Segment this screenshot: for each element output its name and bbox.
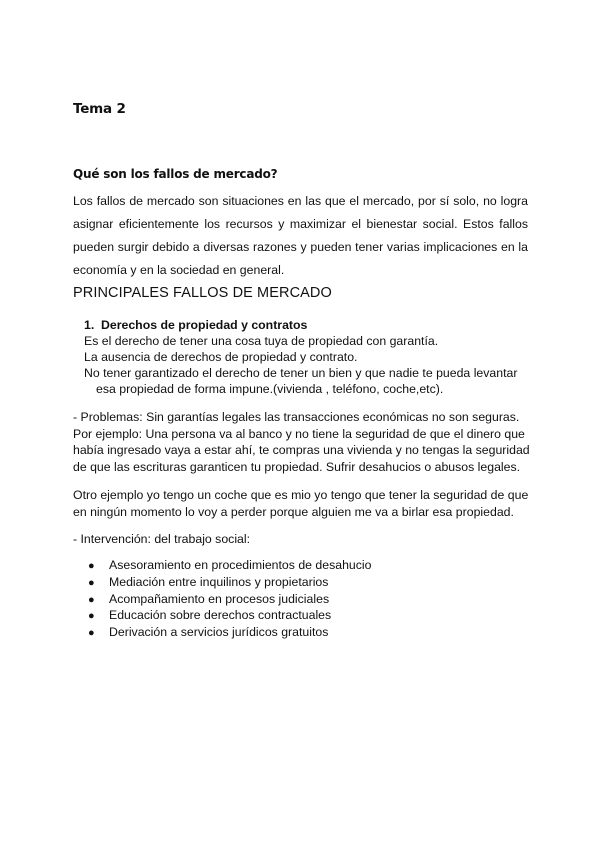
list-item: ● Derivación a servicios jurídicos gratuitos: [88, 625, 372, 642]
item-line: esa propiedad de forma impune.(vivienda , teléfono, coche,etc).: [96, 382, 444, 396]
list-item: ● Acompañamiento en procesos judiciales: [88, 592, 372, 609]
example-paragraph: Otro ejemplo yo tengo un coche que es mio yo tengo que tener la seguridad de que en ningún momento lo voy a perder porque alguien me va a birlar esa propiedad.: [73, 488, 529, 519]
list-item-number: 1.: [84, 318, 95, 332]
list-item: ● Educación sobre derechos contractuales: [88, 608, 372, 625]
intro-paragraph: Los fallos de mercado son situaciones en las que el mercado, por sí solo, no logra asignar eficientemente los recursos y maximizar el bienestar social. Estos fallos pueden surgir debido a diversas razones y pueden tener varias implicaciones en la economía y en la sociedad en general.: [73, 194, 528, 277]
item-line: La ausencia de derechos de propiedad y contrato.: [84, 350, 358, 364]
bullet-icon: ●: [88, 627, 95, 640]
item-line: No tener garantizado el derecho de tener un bien y que nadie te pueda levantar: [84, 366, 518, 380]
list-item-heading: [84, 318, 307, 332]
list-item: ● Asesoramiento en procedimientos de desahucio: [88, 558, 372, 575]
bullet-icon: ●: [88, 576, 95, 589]
intervention-list: [88, 558, 372, 642]
bullet-icon: ●: [88, 593, 95, 606]
problems-paragraph: - Problemas: Sin garantías legales las transacciones económicas no son seguras. Por ejemplo: Una persona va al banco y no tiene la seguridad de que el dinero que había ingresado vaya a estar ahí, te compras una vivienda y no tengas la seguridad de que las escrituras garanticen tu propiedad. Sufrir desahucios o abusos legales.: [73, 410, 530, 474]
bullet-icon: ●: [88, 610, 95, 623]
item-line: Es el derecho de tener una cosa tuya de propiedad con garantía.: [84, 334, 439, 348]
list-item: ● Mediación entre inquilinos y propietarios: [88, 575, 372, 592]
list-item-title: Derechos de propiedad y contratos: [101, 318, 308, 332]
page-title: Tema 2: [73, 101, 126, 117]
list-item-body: [84, 333, 544, 397]
section-heading: PRINCIPALES FALLOS DE MERCADO: [73, 285, 332, 301]
section-subtitle: Qué son los fallos de mercado?: [73, 167, 278, 181]
bullet-icon: ●: [88, 560, 95, 572]
intervention-paragraph: - Intervención: del trabajo social:: [73, 532, 251, 546]
